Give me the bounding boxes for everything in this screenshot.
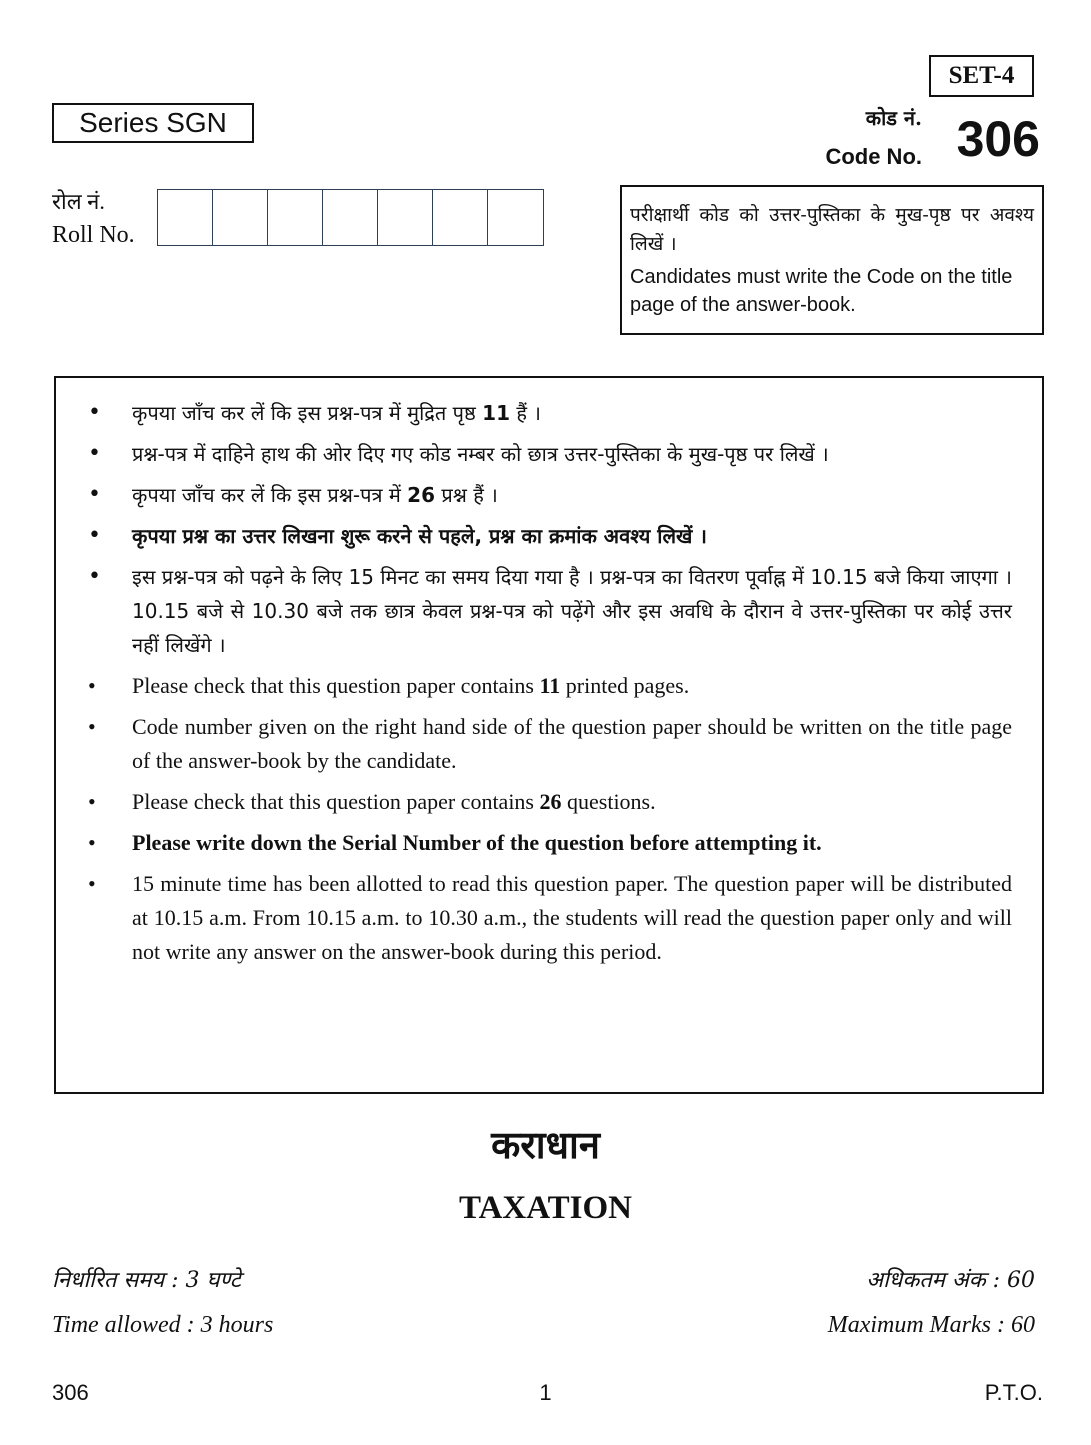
- instruction-text: 15 minute time has been allotted to read this question paper. The question paper will be distributed at 10.15 a.m. From 10.15 a.m. to 10.30 a.m., the students will read the question paper only and will not write any answer on the answer-book during this period.: [132, 871, 1012, 964]
- instruction-item: [88, 710, 1012, 778]
- instruction-item: [88, 519, 1012, 553]
- instruction-emphasis: 26: [539, 789, 562, 814]
- candidate-note-hindi: परीक्षार्थी कोड को उत्तर-पुस्तिका के मुख-पृष्ठ पर अवश्य लिखें ।: [630, 204, 1034, 255]
- bullet-icon: •: [88, 441, 101, 466]
- instruction-text-end: printed pages.: [560, 673, 690, 698]
- instruction-item: [88, 826, 1012, 860]
- instruction-text: Code number given on the right hand side of the question paper should be written on the title page of the answer-book by the candidate.: [132, 714, 1012, 773]
- instruction-text: प्रश्न-पत्र में दाहिने हाथ की ओर दिए गए कोड नम्बर को छात्र उत्तर-पुस्तिका के मुख-पृष्ठ पर लिखें ।: [132, 442, 829, 466]
- code-label-hindi: कोड नं.: [865, 106, 922, 130]
- instruction-text-end: प्रश्न हैं ।: [435, 483, 498, 507]
- instructions-box: [54, 376, 1044, 1094]
- bullet-icon: •: [88, 523, 101, 548]
- code-label-english: Code No.: [825, 144, 922, 169]
- subject-title-english: TAXATION: [459, 1190, 632, 1226]
- roll-label-hindi: रोल नं.: [52, 189, 105, 214]
- instruction-item: [88, 560, 1012, 662]
- candidate-note-english: Candidates must write the Code on the title page of the answer-book.: [630, 266, 1013, 316]
- instruction-emphasis: 11: [539, 673, 561, 698]
- roll-number-cell[interactable]: [378, 190, 433, 245]
- instruction-text: कृपया जाँच कर लें कि इस प्रश्न-पत्र में: [132, 483, 408, 507]
- bullet-icon: •: [88, 714, 96, 739]
- instruction-text: कृपया जाँच कर लें कि इस प्रश्न-पत्र में मुद्रित पृष्ठ: [132, 401, 483, 425]
- instruction-text: Please check that this question paper contains: [132, 673, 540, 698]
- instruction-item: [88, 669, 1012, 703]
- roll-number-boxes: [157, 189, 544, 246]
- instruction-text: Please write down the Serial Number of the question before attempting it.: [132, 830, 822, 855]
- series-label: Series SGN: [52, 103, 254, 143]
- instruction-text: इस प्रश्न-पत्र को पढ़ने के लिए 15 मिनट का समय दिया गया है । प्रश्न-पत्र का वितरण पूर्वाह्न में 10.15 बजे किया जाएगा । 10.15 बजे से 10.30 बजे तक छात्र केवल प्रश्न-पत्र को पढ़ेंगे और इस अवधि के दौरान वे उत्तर-पुस्तिका पर कोई उत्तर नहीं लिखेंगे ।: [132, 565, 1012, 657]
- bullet-icon: •: [88, 400, 101, 425]
- instructions-list: [56, 378, 1042, 969]
- bullet-icon: •: [88, 482, 101, 507]
- roll-number-cell[interactable]: [268, 190, 323, 245]
- roll-number-cell[interactable]: [488, 190, 543, 245]
- bullet-icon: •: [88, 789, 96, 814]
- roll-number-cell[interactable]: [213, 190, 268, 245]
- time-allowed-hindi: निर्धारित समय : 3 घण्टे: [52, 1268, 241, 1293]
- bullet-icon: •: [88, 871, 96, 896]
- instruction-item: [88, 478, 1012, 512]
- time-allowed-english: Time allowed : 3 hours: [52, 1312, 274, 1338]
- instruction-text-end: हैं ।: [510, 401, 541, 425]
- bullet-icon: •: [88, 673, 96, 698]
- footer-code: 306: [52, 1380, 89, 1405]
- roll-number-cell[interactable]: [433, 190, 488, 245]
- roll-number-cell[interactable]: [158, 190, 213, 245]
- instruction-item: [88, 437, 1012, 471]
- pto-label: P.T.O.: [984, 1380, 1043, 1405]
- maximum-marks-hindi: अधिकतम अंक : 60: [866, 1268, 1035, 1293]
- instruction-item: [88, 396, 1012, 430]
- roll-number-cell[interactable]: [323, 190, 378, 245]
- instruction-emphasis: 26: [407, 483, 435, 507]
- bullet-icon: •: [88, 564, 101, 589]
- candidate-note-box: [620, 185, 1044, 335]
- code-number: 306: [956, 111, 1040, 167]
- page-number: 1: [539, 1380, 552, 1405]
- instruction-text: कृपया प्रश्न का उत्तर लिखना शुरू करने से पहले, प्रश्न का क्रमांक अवश्य लिखें ।: [132, 524, 707, 548]
- instruction-text-end: questions.: [561, 789, 656, 814]
- instruction-text: Please check that this question paper contains: [132, 789, 540, 814]
- roll-label-english: Roll No.: [52, 222, 135, 248]
- bullet-icon: •: [88, 830, 96, 855]
- maximum-marks-english: Maximum Marks : 60: [827, 1312, 1035, 1338]
- instruction-emphasis: 11: [482, 401, 511, 425]
- subject-title-hindi: कराधान: [491, 1122, 600, 1167]
- instruction-item: [88, 867, 1012, 969]
- set-label: SET-4: [929, 55, 1034, 97]
- instruction-item: [88, 785, 1012, 819]
